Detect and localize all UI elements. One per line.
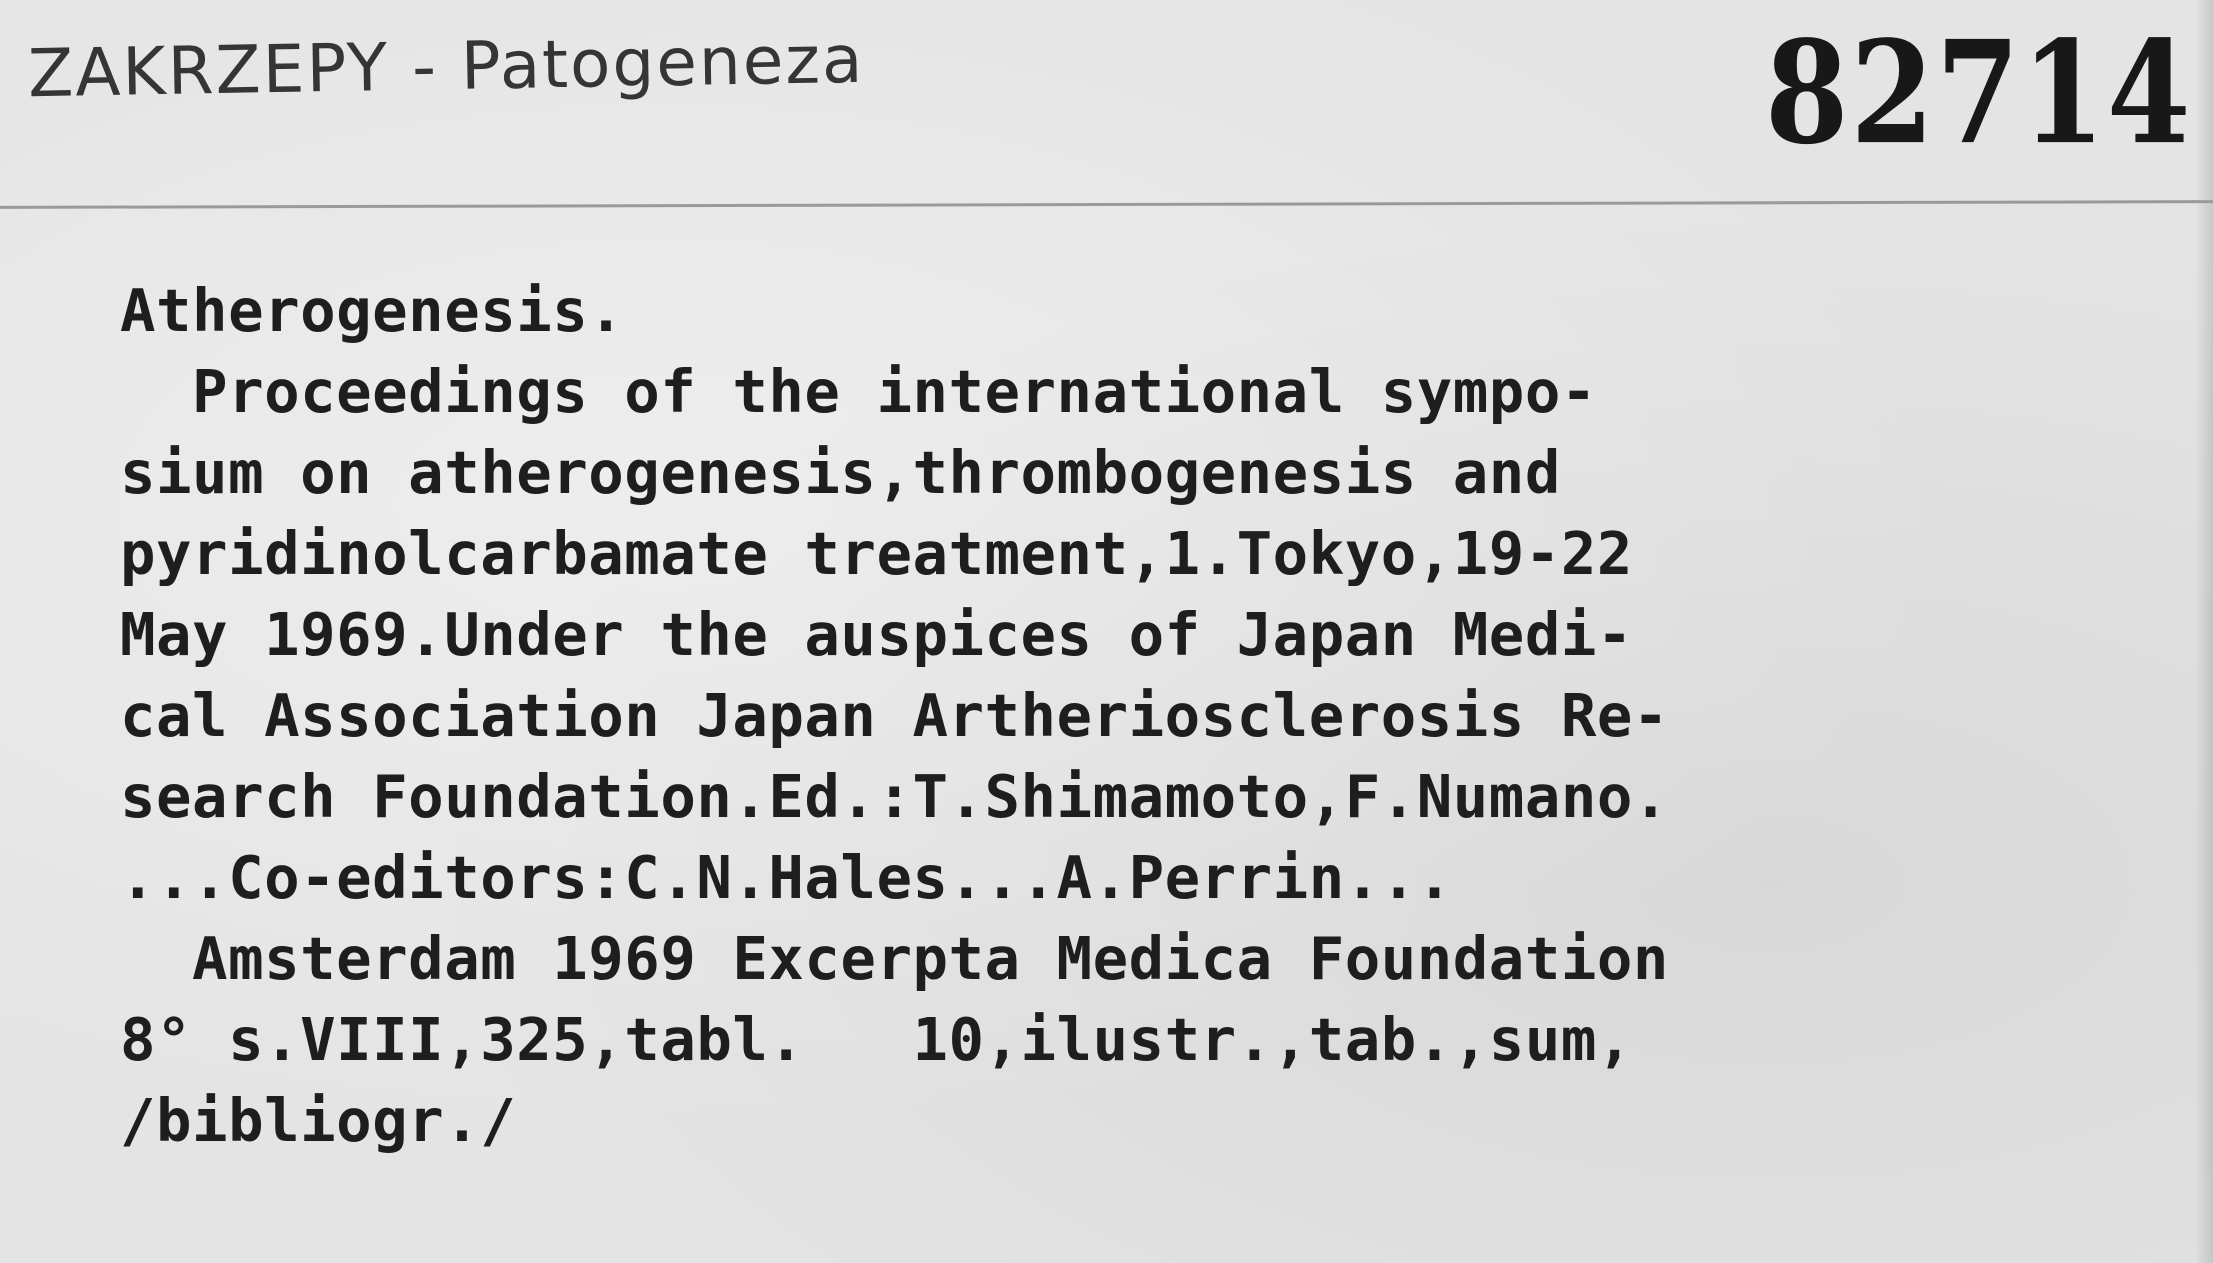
catalog-number: 82714 [1765,10,2193,177]
subject-heading: ZAKRZEPY - Patogeneza [27,20,866,113]
bibliography-note: /bibliogr./ [120,1086,517,1155]
entry-line: cal Association Japan Artheriosclerosis Re- [120,681,1669,750]
entry-line: Proceedings of the international sympo- [120,357,1597,426]
collation-line: 8° s.VIII,325,tabl. 10,ilustr.,tab.,sum, [120,1005,1633,1074]
imprint-line: Amsterdam 1969 Excerpta Medica Foundation [120,924,1669,993]
entry-line: sium on atherogenesis,thrombogenesis and [120,438,1561,507]
entry-title-line: Atherogenesis. [120,276,625,345]
entry-line: ...Co-editors:C.N.Hales...A.Perrin... [120,843,1453,912]
heading-rule [0,200,2213,209]
entry-line: search Foundation.Ed.:T.Shimamoto,F.Numano. [120,762,1669,831]
entry-line: pyridinolcarbamate treatment,1.Tokyo,19-22 [120,519,1633,588]
entry-line: May 1969.Under the auspices of Japan Medi- [120,600,1633,669]
bibliographic-entry [120,270,2210,1161]
